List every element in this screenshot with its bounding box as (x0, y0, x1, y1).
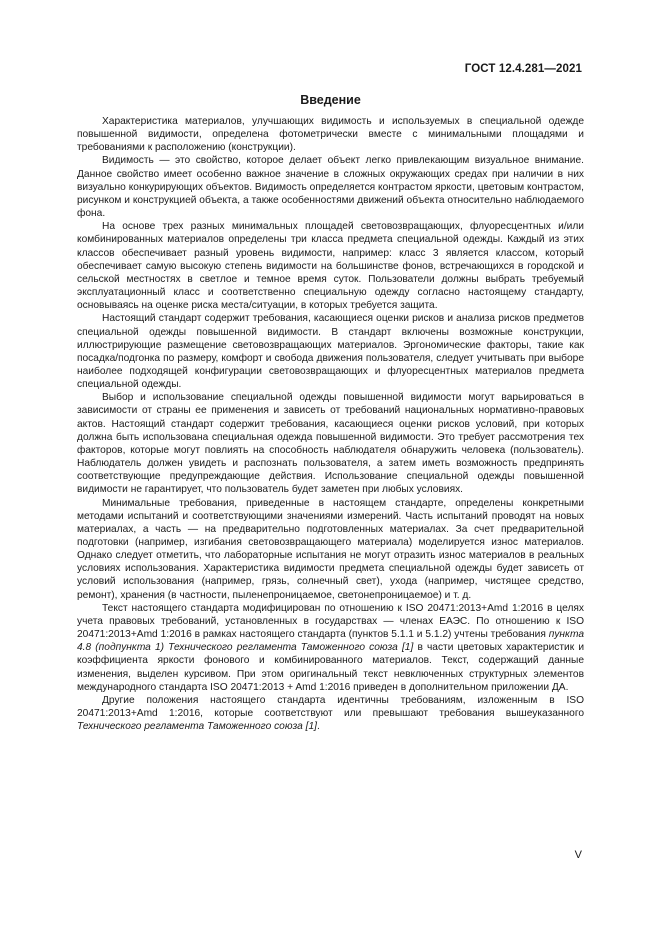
paragraph-7 (77, 602, 584, 694)
paragraph-5: Выбор и использование специальной одежды повышенной видимости могут варьироваться в зависимости от страны ее применения и зависеть от требований национальных нормативно-правовых актов. Настоящий стандарт содержит требования, касающиеся оценки рисков условий, при которых должна быть использована специальная одежда повышенной видимости. Это требует рассмотрения тех факторов, которые могут повлиять на способность наблюдателя обнаружить человека (пользователь). Наблюдатель должен увидеть и распознать пользователя, а затем иметь возможность предпринять соответствующие предупреждающие действия. Использование специальной одежды повышенной видимости не гарантирует, что пользователь будет заметен при любых условиях. (77, 392, 584, 496)
paragraph-8-text-a: Другие положения настоящего стандарта идентичны требованиям, изложенным в ISO 20471:2013+Amd 1:2016, которые соответствуют или превышают требования вышеуказанного (77, 694, 584, 720)
paragraph-8-text-b: . (316, 721, 320, 733)
paragraph-7-italic-ref: пункта 4.8 (подпункта 1) Технического регламента Таможенного союза [1] (77, 629, 584, 654)
paragraph-7-text-a: Текст настоящего стандарта модифицирован по отношению к ISO 20471:2013+Amd 1:2016 в целях учета правовых требований, установленных в государствах — членах ЕАЭС. По отношению к ISO 20471:2013+Amd 1:2016 в рамках настоящего стандарта (пунктов 5.1.1 и 5.1.2) учтены требования (77, 602, 584, 641)
paragraph-3: На основе трех разных минимальных площадей световозвращающих, флуоресцентных и/или комбинированных материалов определены три класса предмета специальной одежды. Каждый из этих классов обеспечивает разный уровень видимости, например: класс 3 является классом, который обеспечивает самую высокую степень видимости на большинстве фонов, встречающихся в городской и сельской местностях в светлое и темное время суток. Пользователи должны выбрать требуемый эксплуатационный класс и соответственно специальную одежду согласно настоящему стандарту, основываясь на оценке риска места/ситуации, в которых требуется защита. (77, 221, 584, 312)
paragraph-1: Характеристика материалов, улучшающих видимость и используемых в специальной одежде повышенной видимости, определена фотометрически вместе с минимальными площадями и требованиями к расположению (конструкции). (77, 116, 584, 154)
paragraph-8 (77, 694, 584, 733)
body-text (77, 115, 584, 733)
document-code: ГОСТ 12.4.281—2021 (464, 63, 582, 75)
paragraph-4: Настоящий стандарт содержит требования, касающиеся оценки рисков и анализа рисков предметов специальной одежды повышенной видимости. В стандарт включены возможные конструкции, иллюстрирующие размещение световозвращающих материалов. Эргономические факторы, такие как посадка/подгонка по размеру, комфорт и свобода движения пользователя, следует учитывать при выборе наиболее подходящей конфигурации световозвращающих и флуоресцентных материалов предмета специальной одежды. (77, 313, 584, 391)
paragraph-8-italic-ref: Технического регламента Таможенного союза [1] (77, 721, 317, 733)
paragraph-7-text-b: в части цветовых характеристик и коэффициента яркости фонового и комбинированного материалов. Текст, содержащий данные изменения, выделен курсивом. При этом оригинальный текст невключенных структурных элементов международного стандарта ISO 20471:2013 + Amd 1:2016 приведен в дополнительном приложении ДА. (77, 642, 585, 693)
section-title: Введение (300, 93, 361, 107)
paragraph-6: Минимальные требования, приведенные в настоящем стандарте, определены конкретными методами испытаний и соответствующими значениями измерений. Часть испытаний проводят на новых материалах, а часть — на предварительно подготовленных материалах. За счет предварительной подготовки (например, изгибания световозвращающего материала) моделируется износ материалов. Однако следует отметить, что лабораторные испытания не могут отразить износ материалов в реальных условиях использования. Характеристика видимости предмета специальной одежды будет зависеть от условий использования (например, грязь, солнечный свет), ухода (например, чистящее средство, ремонт), хранения (в частности, пыленепроницаемое, светонепроницаемое) и т. д. (77, 497, 584, 601)
paragraph-2: Видимость — это свойство, которое делает объект легко привлекающим визуальное внимание. Данное свойство имеет особенно важное значение в сложных окружающих средах при наличии в них визуально конкурирующих объектов. Видимость определяется контрастом яркости, цветовым контрастом, рисунком и конструкцией объекта, а также особенностями движений объекта относительно наблюдаемого фона. (77, 155, 584, 220)
page-number: V (574, 849, 582, 861)
